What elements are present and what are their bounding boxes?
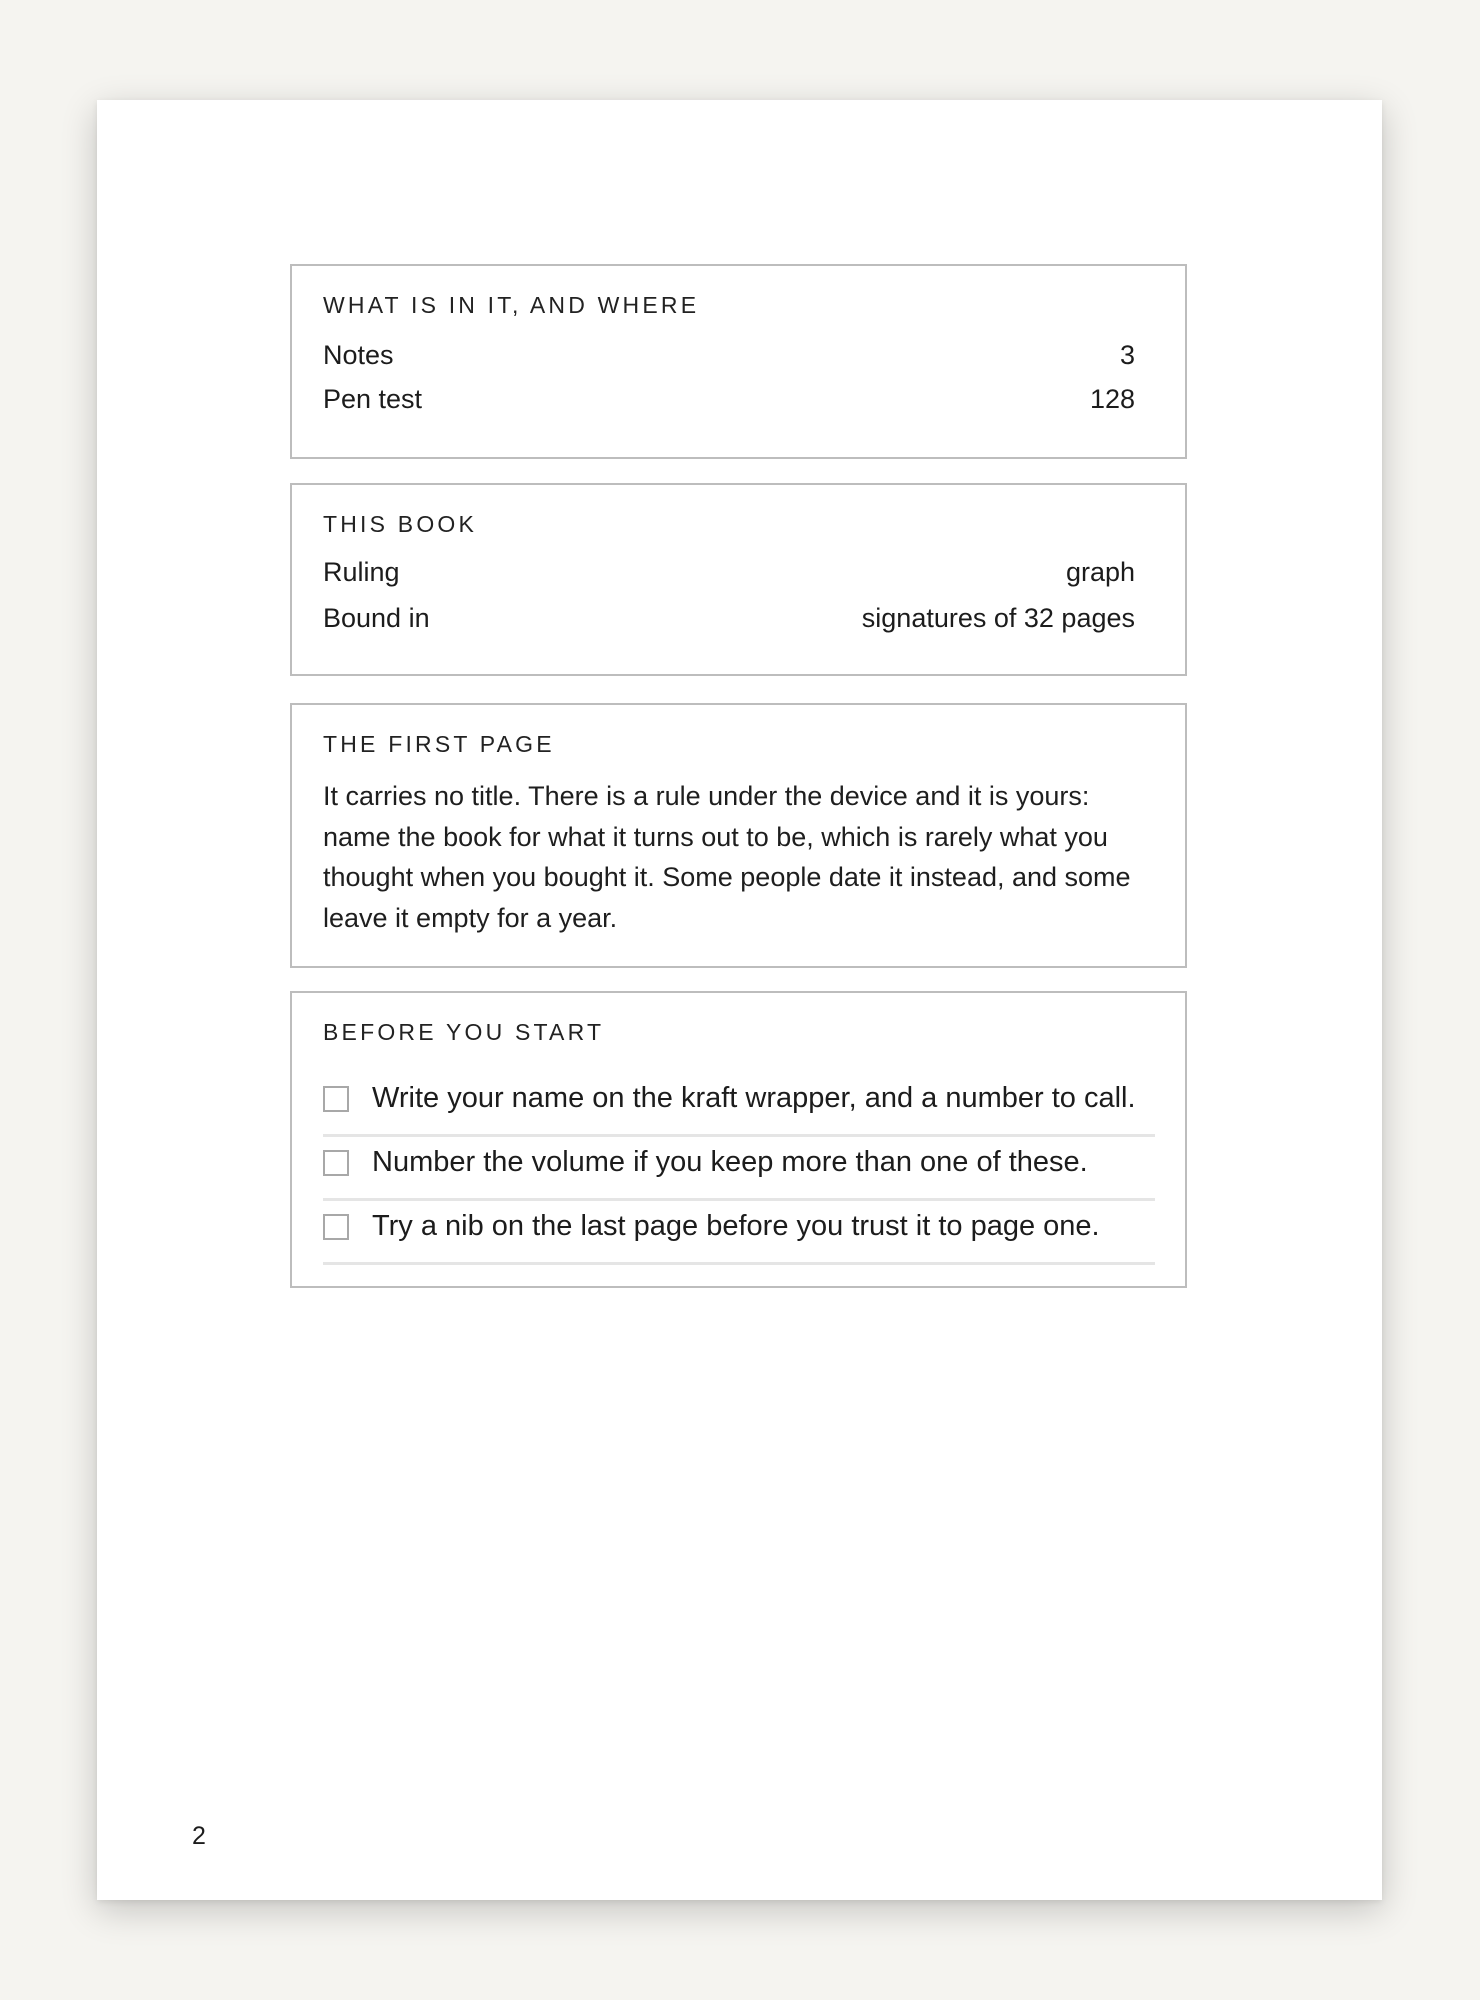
this-book-heading: THIS BOOK (323, 511, 478, 537)
spec-value: signatures of 32 pages (861, 603, 1135, 633)
first-page-text: It carries no title. There is a rule under the device and it is yours: name the book for what it turns out to be, which is rarely what you thought when you bought it. Some people date it instead, and some leave it empty for a year. (323, 781, 1131, 933)
contents-entry-label: Notes (323, 340, 394, 370)
spec-value: graph (1065, 557, 1135, 587)
before-you-start-heading: BEFORE YOU START (323, 1019, 605, 1045)
spec-label: Bound in (323, 603, 430, 633)
contents-entry-page: 128 (1089, 384, 1135, 414)
spec-label: Ruling (323, 557, 400, 587)
contents-entry-page: 3 (1119, 340, 1135, 370)
spec-row (323, 555, 1135, 589)
contents-entry (323, 338, 1135, 372)
checkbox[interactable] (323, 1086, 349, 1112)
contents-entry-label: Pen test (323, 384, 423, 414)
notebook-page (97, 100, 1382, 1900)
contents-entry (323, 382, 1135, 416)
checkbox[interactable] (323, 1214, 349, 1240)
checklist-item-text: Try a nib on the last page before you trust it to page one. (372, 1210, 1100, 1242)
contents-panel (290, 264, 1187, 459)
spec-row (323, 601, 1135, 635)
checklist-item-text: Write your name on the kraft wrapper, and a number to call. (372, 1082, 1136, 1114)
first-page-panel (290, 703, 1187, 968)
before-you-start-panel (290, 991, 1187, 1288)
page-number: 2 (192, 1822, 206, 1850)
checklist-item-text: Number the volume if you keep more than one of these. (372, 1146, 1088, 1178)
checklist-item[interactable] (323, 1072, 1155, 1137)
this-book-panel (290, 483, 1187, 676)
checklist-item[interactable] (323, 1136, 1155, 1201)
checklist-item[interactable] (323, 1200, 1155, 1265)
contents-heading: WHAT IS IN IT, AND WHERE (323, 292, 700, 318)
first-page-heading: THE FIRST PAGE (323, 731, 555, 757)
checkbox[interactable] (323, 1150, 349, 1176)
